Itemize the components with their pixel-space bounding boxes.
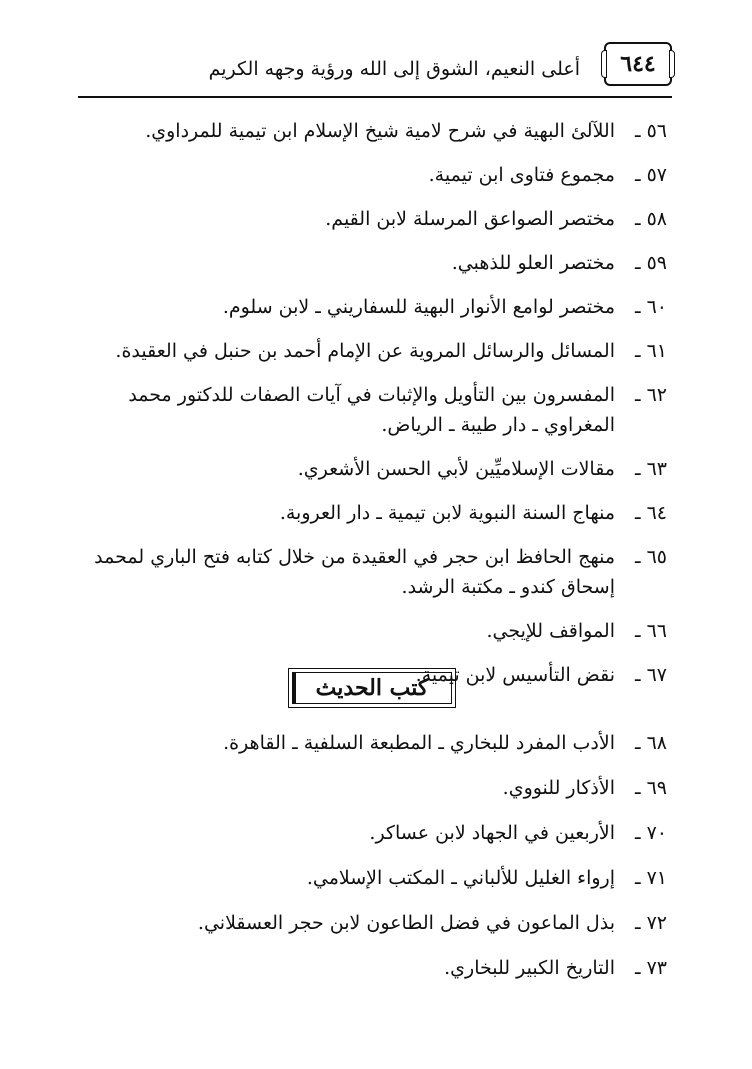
list-item: [67, 863, 667, 893]
entry-number: ٥٩ ـ: [634, 252, 667, 274]
entry-text: بذل الماعون في فضل الطاعون لابن حجر العسقلاني.: [197, 912, 615, 934]
list-item: [67, 380, 667, 440]
entry-number: ٦٣ ـ: [634, 458, 667, 480]
list-item: [67, 773, 667, 803]
entry-text: مختصر العلو للذهبي.: [451, 252, 615, 274]
entry-number: ٦٢ ـ: [634, 384, 667, 406]
entry-number: ٦٨ ـ: [634, 732, 667, 754]
entry-text: التاريخ الكبير للبخاري.: [444, 957, 615, 979]
entry-text: منهج الحافظ ابن حجر في العقيدة من خلال كتابه فتح الباري لمحمد إسحاق كندو ـ مكتبة الرشد.: [94, 546, 615, 598]
entry-number: ٥٨ ـ: [634, 208, 667, 230]
entry-text: المسائل والرسائل المروية عن الإمام أحمد بن حنبل في العقيدة.: [115, 340, 615, 362]
entry-number: ٥٧ ـ: [634, 164, 667, 186]
list-item: [67, 454, 667, 484]
list-item: [67, 908, 667, 938]
entry-text: مختصر لوامع الأنوار البهية للسفاريني ـ لابن سلوم.: [222, 296, 615, 318]
entry-text: المفسرون بين التأويل والإثبات في آيات الصفات للدكتور محمد المغراوي ـ دار طيبة ـ الرياض.: [128, 384, 615, 436]
entry-number: ٧٣ ـ: [634, 957, 667, 979]
list-item: [67, 498, 667, 528]
page-number: ٦٤٤: [604, 42, 672, 86]
list-item: [67, 728, 667, 758]
entry-number: ٦٧ ـ: [634, 664, 667, 686]
entry-number: ٦٩ ـ: [634, 777, 667, 799]
page-header: [78, 40, 672, 98]
entry-text: الأدب المفرد للبخاري ـ المطبعة السلفية ـ القاهرة.: [223, 732, 615, 754]
list-item: [67, 616, 667, 646]
list-item: [67, 336, 667, 366]
entry-text: مقالات الإسلاميِّين لأبي الحسن الأشعري.: [297, 458, 615, 480]
entry-number: ٧١ ـ: [634, 867, 667, 889]
bibliography-list-aqeedah: [67, 116, 667, 704]
entry-number: ٧٠ ـ: [634, 822, 667, 844]
entry-text: مجموع فتاوى ابن تيمية.: [428, 164, 615, 186]
entry-text: مختصر الصواعق المرسلة لابن القيم.: [325, 208, 615, 230]
entry-text: المواقف للإيجي.: [486, 620, 615, 642]
list-item: [67, 953, 667, 983]
entry-number: ٦١ ـ: [634, 340, 667, 362]
entry-number: ٦٤ ـ: [634, 502, 667, 524]
entry-number: ٦٦ ـ: [634, 620, 667, 642]
list-item: [67, 204, 667, 234]
entry-text: الأذكار للنووي.: [502, 777, 615, 799]
entry-text: الأربعين في الجهاد لابن عساكر.: [369, 822, 615, 844]
list-item: [67, 292, 667, 322]
entry-text: منهاج السنة النبوية لابن تيمية ـ دار العروبة.: [279, 502, 615, 524]
list-item: [67, 542, 667, 602]
list-item: [67, 818, 667, 848]
running-title: أعلى النعيم، الشوق إلى الله ورؤية وجهه الكريم: [208, 58, 580, 80]
entry-text: نقض التأسيس لابن تيمية.: [415, 664, 615, 686]
list-item: [67, 248, 667, 278]
list-item: [67, 160, 667, 190]
entry-number: ٧٢ ـ: [634, 912, 667, 934]
entry-number: ٦٥ ـ: [634, 546, 667, 568]
list-item: [67, 116, 667, 146]
entry-number: ٥٦ ـ: [634, 120, 667, 142]
entry-text: إرواء الغليل للألباني ـ المكتب الإسلامي.: [306, 867, 615, 889]
entry-text: اللآلئ البهية في شرح لامية شيخ الإسلام ابن تيمية للمرداوي.: [145, 120, 615, 142]
entry-number: ٦٠ ـ: [634, 296, 667, 318]
section-heading-hadith-books: كتب الحديث: [288, 668, 456, 708]
bibliography-list-hadith: [67, 728, 667, 998]
